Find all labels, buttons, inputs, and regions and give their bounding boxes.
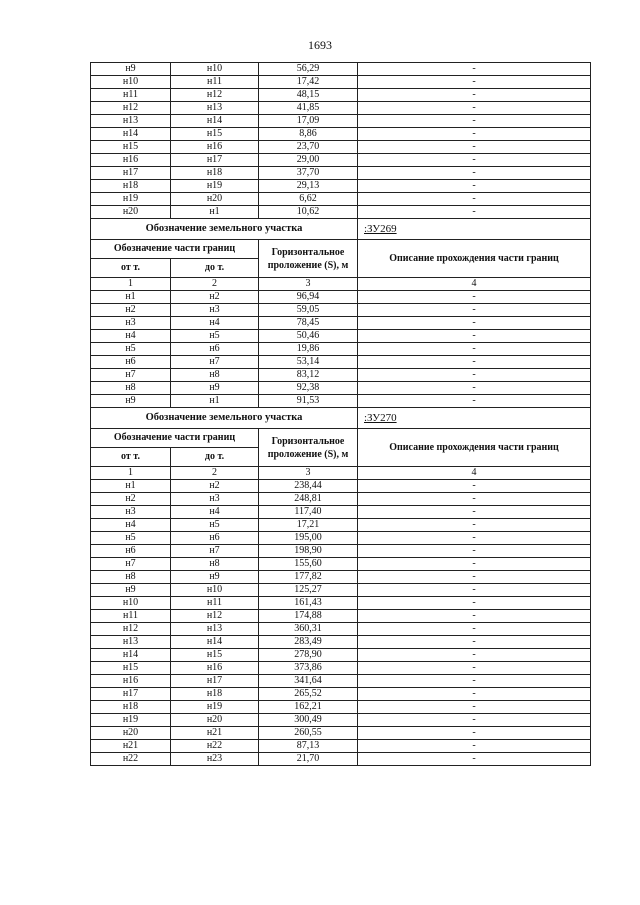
point-from-cell: н3 <box>91 317 171 330</box>
distance-cell: 155,60 <box>259 558 358 571</box>
distance-cell: 59,05 <box>259 304 358 317</box>
description-cell: - <box>358 519 591 532</box>
point-to-cell: н6 <box>171 343 259 356</box>
to-point-header: до т. <box>171 259 259 278</box>
parcel-designation-row <box>91 219 591 240</box>
table-row <box>91 727 591 740</box>
distance-cell: 92,38 <box>259 382 358 395</box>
table-row <box>91 714 591 727</box>
distance-cell: 48,15 <box>259 89 358 102</box>
point-from-cell: н11 <box>91 610 171 623</box>
point-from-cell: н16 <box>91 154 171 167</box>
description-cell: - <box>358 193 591 206</box>
point-from-cell: н1 <box>91 480 171 493</box>
distance-cell: 300,49 <box>259 714 358 727</box>
distance-cell: 117,40 <box>259 506 358 519</box>
distance-cell: 162,21 <box>259 701 358 714</box>
description-cell: - <box>358 532 591 545</box>
description-cell: - <box>358 115 591 128</box>
table-row <box>91 688 591 701</box>
point-from-cell: н20 <box>91 727 171 740</box>
column-index-cell: 1 <box>91 467 171 480</box>
table-row <box>91 330 591 343</box>
description-cell: - <box>358 597 591 610</box>
point-from-cell: н18 <box>91 701 171 714</box>
distance-cell: 37,70 <box>259 167 358 180</box>
point-to-cell: н3 <box>171 493 259 506</box>
point-to-cell: н22 <box>171 740 259 753</box>
point-to-cell: н17 <box>171 154 259 167</box>
description-cell: - <box>358 304 591 317</box>
point-to-cell: н18 <box>171 688 259 701</box>
description-cell: - <box>358 167 591 180</box>
point-to-cell: н8 <box>171 369 259 382</box>
point-to-cell: н4 <box>171 317 259 330</box>
point-to-cell: н17 <box>171 675 259 688</box>
distance-cell: 17,42 <box>259 76 358 89</box>
description-cell: - <box>358 291 591 304</box>
point-to-cell: н18 <box>171 167 259 180</box>
distance-cell: 161,43 <box>259 597 358 610</box>
distance-cell: 177,82 <box>259 571 358 584</box>
point-to-cell: н14 <box>171 115 259 128</box>
table-row <box>91 532 591 545</box>
description-cell: - <box>358 480 591 493</box>
description-cell: - <box>358 701 591 714</box>
column-index-cell: 1 <box>91 278 171 291</box>
point-from-cell: н6 <box>91 545 171 558</box>
distance-cell: 96,94 <box>259 291 358 304</box>
table-row <box>91 597 591 610</box>
description-cell: - <box>358 610 591 623</box>
column-index-cell: 4 <box>358 278 591 291</box>
distance-cell: 56,29 <box>259 63 358 76</box>
point-from-cell: н21 <box>91 740 171 753</box>
description-cell: - <box>358 740 591 753</box>
horizontal-distance-header: Горизонтальное проложение (S), м <box>259 429 358 467</box>
table-row <box>91 649 591 662</box>
column-index-row <box>91 278 591 291</box>
description-cell: - <box>358 369 591 382</box>
table-row <box>91 623 591 636</box>
distance-cell: 21,70 <box>259 753 358 766</box>
distance-cell: 341,64 <box>259 675 358 688</box>
description-cell: - <box>358 675 591 688</box>
point-from-cell: н11 <box>91 89 171 102</box>
point-to-cell: н20 <box>171 714 259 727</box>
distance-cell: 23,70 <box>259 141 358 154</box>
point-from-cell: н13 <box>91 115 171 128</box>
point-from-cell: н17 <box>91 167 171 180</box>
to-point-header: до т. <box>171 448 259 467</box>
point-to-cell: н16 <box>171 141 259 154</box>
description-cell: - <box>358 89 591 102</box>
distance-cell: 91,53 <box>259 395 358 408</box>
column-index-cell: 3 <box>259 467 358 480</box>
description-cell: - <box>358 141 591 154</box>
description-cell: - <box>358 493 591 506</box>
table-row <box>91 180 591 193</box>
distance-cell: 8,86 <box>259 128 358 141</box>
point-from-cell: н18 <box>91 180 171 193</box>
table-row <box>91 369 591 382</box>
table-row <box>91 291 591 304</box>
column-header-row <box>91 240 591 259</box>
point-to-cell: н2 <box>171 480 259 493</box>
table-row <box>91 493 591 506</box>
distance-cell: 265,52 <box>259 688 358 701</box>
point-to-cell: н3 <box>171 304 259 317</box>
point-from-cell: н4 <box>91 519 171 532</box>
description-cell: - <box>358 545 591 558</box>
point-to-cell: н5 <box>171 519 259 532</box>
table-row <box>91 571 591 584</box>
point-to-cell: н6 <box>171 532 259 545</box>
distance-cell: 373,86 <box>259 662 358 675</box>
point-from-cell: н19 <box>91 714 171 727</box>
point-to-cell: н11 <box>171 597 259 610</box>
part-designation-header: Обозначение части границ <box>91 240 259 259</box>
point-from-cell: н14 <box>91 128 171 141</box>
point-from-cell: н22 <box>91 753 171 766</box>
table-row <box>91 89 591 102</box>
distance-cell: 198,90 <box>259 545 358 558</box>
point-from-cell: н2 <box>91 304 171 317</box>
point-from-cell: н7 <box>91 558 171 571</box>
distance-cell: 17,21 <box>259 519 358 532</box>
column-index-row <box>91 467 591 480</box>
description-cell: - <box>358 623 591 636</box>
table-row <box>91 154 591 167</box>
description-cell: - <box>358 63 591 76</box>
description-cell: - <box>358 317 591 330</box>
table-row <box>91 102 591 115</box>
description-cell: - <box>358 330 591 343</box>
point-from-cell: н7 <box>91 369 171 382</box>
point-from-cell: н5 <box>91 532 171 545</box>
table-row <box>91 356 591 369</box>
table-row <box>91 753 591 766</box>
description-cell: - <box>358 688 591 701</box>
table-row <box>91 128 591 141</box>
table-row <box>91 480 591 493</box>
point-from-cell: н12 <box>91 102 171 115</box>
description-cell: - <box>358 558 591 571</box>
parcel-id: :ЗУ270 <box>358 408 591 429</box>
point-to-cell: н1 <box>171 206 259 219</box>
point-from-cell: н9 <box>91 63 171 76</box>
column-index-cell: 2 <box>171 467 259 480</box>
column-index-cell: 4 <box>358 467 591 480</box>
point-to-cell: н8 <box>171 558 259 571</box>
table-row <box>91 167 591 180</box>
point-from-cell: н9 <box>91 395 171 408</box>
distance-cell: 29,00 <box>259 154 358 167</box>
point-to-cell: н13 <box>171 623 259 636</box>
point-to-cell: н15 <box>171 649 259 662</box>
description-cell: - <box>358 76 591 89</box>
distance-cell: 10,62 <box>259 206 358 219</box>
description-cell: - <box>358 154 591 167</box>
point-from-cell: н6 <box>91 356 171 369</box>
horizontal-distance-header: Горизонтальное проложение (S), м <box>259 240 358 278</box>
table-row <box>91 141 591 154</box>
distance-cell: 360,31 <box>259 623 358 636</box>
point-from-cell: н17 <box>91 688 171 701</box>
point-from-cell: н16 <box>91 675 171 688</box>
point-to-cell: н1 <box>171 395 259 408</box>
boundary-table-body <box>91 63 591 766</box>
boundary-table <box>90 62 591 766</box>
table-row <box>91 63 591 76</box>
distance-cell: 87,13 <box>259 740 358 753</box>
table-row <box>91 206 591 219</box>
distance-cell: 41,85 <box>259 102 358 115</box>
table-row <box>91 304 591 317</box>
distance-cell: 6,62 <box>259 193 358 206</box>
point-from-cell: н19 <box>91 193 171 206</box>
distance-cell: 83,12 <box>259 369 358 382</box>
distance-cell: 283,49 <box>259 636 358 649</box>
distance-cell: 174,88 <box>259 610 358 623</box>
point-from-cell: н1 <box>91 291 171 304</box>
point-to-cell: н10 <box>171 584 259 597</box>
table-row <box>91 636 591 649</box>
table-row <box>91 545 591 558</box>
point-to-cell: н21 <box>171 727 259 740</box>
distance-cell: 53,14 <box>259 356 358 369</box>
distance-cell: 195,00 <box>259 532 358 545</box>
description-cell: - <box>358 714 591 727</box>
table-row <box>91 343 591 356</box>
point-from-cell: н10 <box>91 597 171 610</box>
table-row <box>91 519 591 532</box>
page-number: 1693 <box>308 38 332 52</box>
point-to-cell: н16 <box>171 662 259 675</box>
column-header-row <box>91 429 591 448</box>
description-cell: - <box>358 649 591 662</box>
point-from-cell: н2 <box>91 493 171 506</box>
parcel-designation-row <box>91 408 591 429</box>
point-to-cell: н15 <box>171 128 259 141</box>
distance-cell: 29,13 <box>259 180 358 193</box>
part-designation-header: Обозначение части границ <box>91 429 259 448</box>
point-to-cell: н12 <box>171 610 259 623</box>
point-from-cell: н14 <box>91 649 171 662</box>
point-to-cell: н11 <box>171 76 259 89</box>
point-to-cell: н9 <box>171 571 259 584</box>
table-row <box>91 317 591 330</box>
point-to-cell: н20 <box>171 193 259 206</box>
column-index-cell: 2 <box>171 278 259 291</box>
description-cell: - <box>358 356 591 369</box>
table-row <box>91 506 591 519</box>
point-from-cell: н13 <box>91 636 171 649</box>
point-to-cell: н12 <box>171 89 259 102</box>
table-row <box>91 76 591 89</box>
parcel-id: :ЗУ269 <box>358 219 591 240</box>
parcel-designation-label: Обозначение земельного участка <box>91 408 358 429</box>
point-from-cell: н15 <box>91 662 171 675</box>
point-from-cell: н20 <box>91 206 171 219</box>
point-to-cell: н23 <box>171 753 259 766</box>
table-row <box>91 584 591 597</box>
table-row <box>91 395 591 408</box>
table-row <box>91 558 591 571</box>
description-header: Описание прохождения части границ <box>358 429 591 467</box>
point-from-cell: н3 <box>91 506 171 519</box>
table-row <box>91 740 591 753</box>
point-from-cell: н8 <box>91 382 171 395</box>
point-to-cell: н13 <box>171 102 259 115</box>
description-header: Описание прохождения части границ <box>358 240 591 278</box>
description-cell: - <box>358 180 591 193</box>
distance-cell: 278,90 <box>259 649 358 662</box>
point-from-cell: н12 <box>91 623 171 636</box>
table-row <box>91 675 591 688</box>
point-from-cell: н15 <box>91 141 171 154</box>
description-cell: - <box>358 128 591 141</box>
distance-cell: 260,55 <box>259 727 358 740</box>
description-cell: - <box>358 206 591 219</box>
description-cell: - <box>358 662 591 675</box>
description-cell: - <box>358 753 591 766</box>
point-to-cell: н19 <box>171 180 259 193</box>
column-index-cell: 3 <box>259 278 358 291</box>
point-to-cell: н4 <box>171 506 259 519</box>
point-to-cell: н14 <box>171 636 259 649</box>
table-row <box>91 115 591 128</box>
point-to-cell: н9 <box>171 382 259 395</box>
description-cell: - <box>358 343 591 356</box>
description-cell: - <box>358 571 591 584</box>
point-from-cell: н4 <box>91 330 171 343</box>
description-cell: - <box>358 636 591 649</box>
description-cell: - <box>358 506 591 519</box>
description-cell: - <box>358 102 591 115</box>
point-from-cell: н8 <box>91 571 171 584</box>
distance-cell: 17,09 <box>259 115 358 128</box>
distance-cell: 19,86 <box>259 343 358 356</box>
table-row <box>91 701 591 714</box>
distance-cell: 248,81 <box>259 493 358 506</box>
description-cell: - <box>358 727 591 740</box>
parcel-designation-label: Обозначение земельного участка <box>91 219 358 240</box>
point-to-cell: н10 <box>171 63 259 76</box>
point-to-cell: н5 <box>171 330 259 343</box>
distance-cell: 238,44 <box>259 480 358 493</box>
table-row <box>91 610 591 623</box>
distance-cell: 78,45 <box>259 317 358 330</box>
distance-cell: 125,27 <box>259 584 358 597</box>
point-to-cell: н2 <box>171 291 259 304</box>
description-cell: - <box>358 584 591 597</box>
distance-cell: 50,46 <box>259 330 358 343</box>
point-from-cell: н9 <box>91 584 171 597</box>
point-from-cell: н5 <box>91 343 171 356</box>
table-row <box>91 382 591 395</box>
point-to-cell: н7 <box>171 356 259 369</box>
table-row <box>91 662 591 675</box>
table-row <box>91 193 591 206</box>
point-to-cell: н19 <box>171 701 259 714</box>
description-cell: - <box>358 395 591 408</box>
point-from-cell: н10 <box>91 76 171 89</box>
point-to-cell: н7 <box>171 545 259 558</box>
from-point-header: от т. <box>91 448 171 467</box>
description-cell: - <box>358 382 591 395</box>
from-point-header: от т. <box>91 259 171 278</box>
